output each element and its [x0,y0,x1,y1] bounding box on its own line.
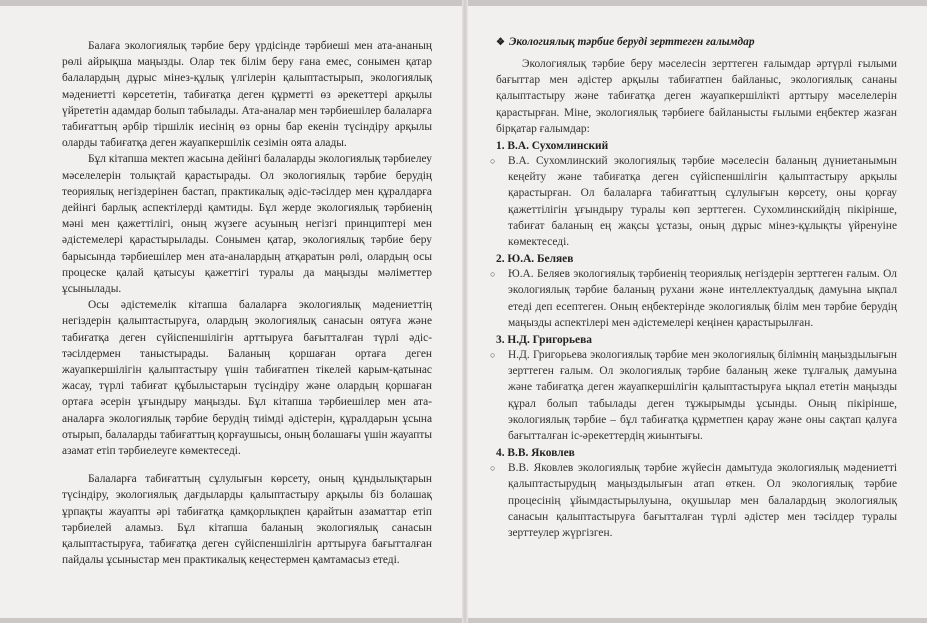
scientist-description [490,153,897,250]
scientist-description [490,460,897,541]
scientist-heading [496,334,897,346]
scientist-heading [496,140,897,152]
scientist-heading [496,253,897,265]
section-title [496,36,897,48]
scientist-number: 2. [496,253,505,266]
paragraph-conclusion: Балаларға табиғаттың сұлулығын көрсету, оның құндылықтарын түсіндіру, экологиялық дағдыларды қалыптастыру арқылы біз болашақ ұрпақты жауапты әрі табиғатқа қамқорлықпен қарайтын азаматтар етіп тәрбиелей аламыз. Бұл кітапша баланың экологиялық санасын қалыптастыруға, табиғатқа деген сүйіспеншілігін арттыруға бағытталған пайдалы ұсыныстар мен практикалық кеңестермен қамтамасыз етеді. [62,473,432,567]
scientist-text: Н.Д. Григорьева экологиялық тәрбие мен экологиялық білімнің маңыздылығын зерттеген ғалым. Ол экологиялық тәрбие баланың жеке тұлғалық дамуына және табиғатқа деген жауапкершілігін қалыптастыруға ықпал ететін маңызды құрал болып табылады деген тұжырымды ұсынды. Оның пікірінше, экологиялық тәрбие – бұл табиғатқа құрметпен қарау және оны сақтап қалуға бағытталған іс-әрекеттердің жиынтығы. [508,349,897,443]
scientist-name: Н.Д. Григорьева [507,334,592,347]
paragraph-methods: Осы әдістемелік кітапша балаларға экологиялық мәдениеттің негіздерін қалыптастыруға, олардың экологиялық санасын оятуға және табиғатқа деген сүйіспеншілігін арттыруға бағытталған түрлі әдіс-тәсілдермен таныстырады. Баланың қоршаған ортаға деген жауапкершілігін қалыптастыру үшін табиғатпен тікелей карым-қатынас жасау, түрлі табиғат құбылыстарын түсіндіру және олардың қоршаған ортаға әсерін ұғындыру маңызды. Бұл кітапша тәрбиешілер мен ата-аналарға экологиялық тәрбие берудің тиімді әдістерін, құралдарын ұсына отырып, балаларды табиғаттың қорғаушысы, оның болашағы үшін жауапты азамат етіп тәрбиелеуге көмектеседі. [62,299,432,458]
scientist-text: Ю.А. Беляев экологиялық тәрбиенің теориялық негіздерін зерттеген ғалым. Ол экологиялық тәрбие баланың рухани және интеллектуалдық дамуына ықпал етеді деп есептеген. Оның еңбектерінде экологиялық білім мен тәрбие берудің маңызды аспектілері мен әдістемелері кеңінен қарастырылған. [508,268,897,329]
paragraph-role-of-parents: Балаға экологиялық тәрбие беру үрдісінде тәрбиеші мен ата-ананың рөлі айрықша маңызды. Олар тек білім беру ғана емес, сонымен қатар балалардың дұрыс мінез-құлық үлгілерін қалыптастырып, экологиялық мәдениетті көрсететін, табиғатқа деген құрметті өз әрекеттері арқылы үйрететін адамдар болып табылады. Ата-аналар мен тәрбиешілер балаларға табиғаттың әрбір тіршілік иесінің өз орны бар екенін түсіндіру арқылы оларды табиғатқа деген жауапкершілік сезімін оята алады. [62,40,432,150]
scientist-text: В.В. Яковлев экологиялық тәрбие жүйесін дамытуда экологиялық мәдениетті қалыптастырудың маңыздылығын атап өткен. Ол экологиялық тәрбие процесінің ұйымдастырылуына, оқушылар мен балалардың экологиялық санасын қалыптастыруға бағытталған түрлі әдістер мен тәсілдер туралы зерттеулер жүргізген. [508,462,897,540]
circle-bullet-icon: ○ [490,463,496,474]
paragraph-booklet-overview: Бұл кітапша мектеп жасына дейінгі балаларды экологиялық тәрбиелеу мәселелерін толықтай қарастырады. Ол экологиялық тәрбие берудің теориялық негіздерінен бастап, практикалық әдіс-тәсілдер мен құралдарға дейінгі барлық аспектілерді қамтиды. Бұл жерде экологиялық тәрбиенің мәні мен қажеттілігі, оның жүзеге асуының негізгі принциптері мен әдістемелері қарастырылады. Сонымен қатар, экологиялық тәрбие беру барысында тәрбиешілер мен ата-аналардың атқаратын рөлі, олардың осы процеске қалай қатысуы қажеттігі туралы да маңызды мәліметтер ұсынылады. [62,153,432,296]
scientist-text: В.А. Сухомлинский экологиялық тәрбие мәселесін баланың дүниетанымын кеңейту және табиғатқа деген сүйіспеншілігін қалыптастыру арқылы қарастырған. Ол балаларға табиғаттың сұлулығын көрсету, оны қорғау қажеттілігін ұғындыру туралы көп зерттеген. Сухомлинскийдің пікірінше, табиғат баланың ең жақсы ұстазы, оның дұрыс мінез-құлықты үйренуіне көмектеседі. [508,155,897,249]
scientist-number: 3. [496,334,505,347]
scientist-name: В.В. Яковлев [507,447,575,460]
scientist-number: 1. [496,140,505,153]
left-page [0,0,462,623]
circle-bullet-icon: ○ [490,269,496,280]
scientist-description [490,266,897,331]
scientist-number: 4. [496,447,505,460]
scientist-description [490,347,897,444]
scientist-heading [496,447,897,459]
circle-bullet-icon: ○ [490,156,496,167]
section-title-text: Экологиялық тәрбие беруді зерттеген ғалымдар [508,36,755,48]
scientist-name: В.А. Сухомлинский [507,140,609,153]
intro-paragraph: Экологиялық тәрбие беру мәселесін зерттеген ғалымдар әртүрлі ғылыми бағыттар мен әдістер арқылы табиғатпен байланыс, экологиялық сананы қалыптастыру және табиғатқа деген жауапкершілікті арттыру мәселелерін қарастырған. Міне, экологиялық тәрбиеге байланысты ғылыми еңбектер жазған бірқатар ғалымдар: [496,58,897,135]
scientist-name: Ю.А. Беляев [507,253,574,266]
circle-bullet-icon: ○ [490,350,496,361]
diamond-bullet-icon: ❖ [496,37,505,48]
right-page [468,0,927,623]
